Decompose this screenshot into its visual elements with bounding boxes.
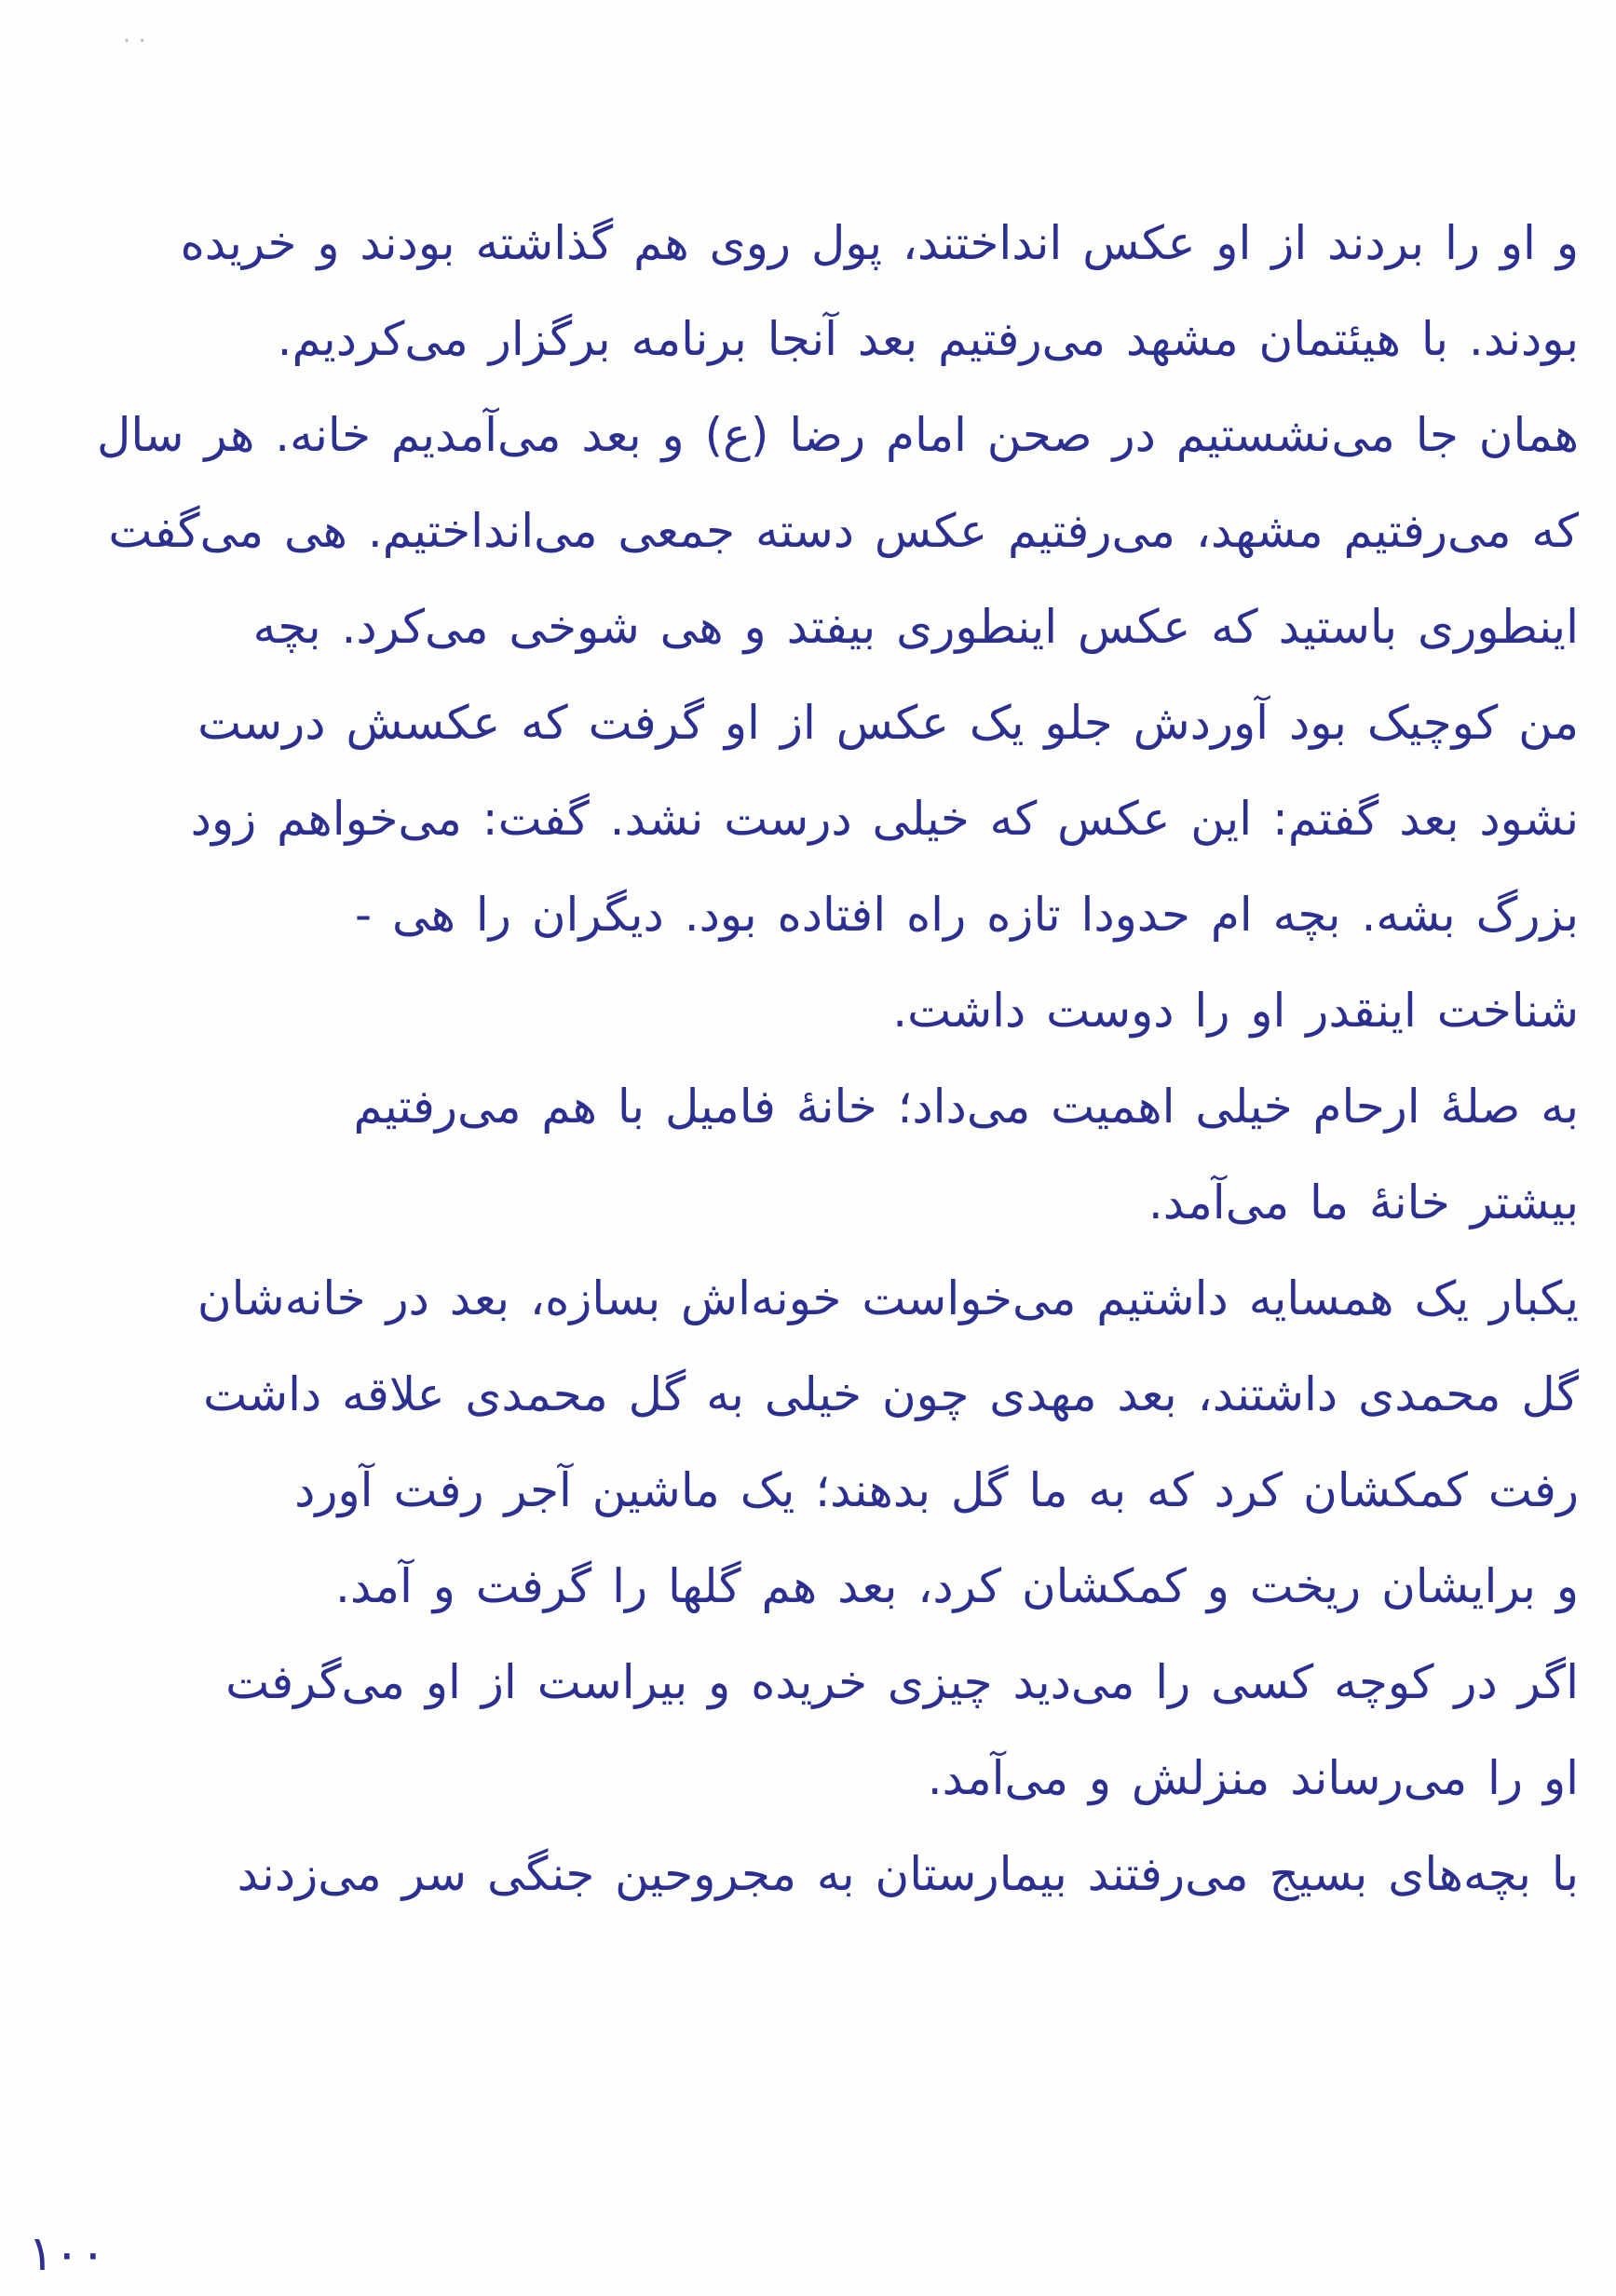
handwritten-text-block xyxy=(37,196,1579,1922)
page-number: ۱۰۰ xyxy=(28,2226,106,2282)
text-line: نشود بعد گفتم: این عکس که خیلی درست نشد. گفت: می‌خواهم زود xyxy=(190,792,1579,846)
text-line: بودند. با هیئتمان مشهد می‌رفتیم بعد آنجا برنامه برگزار می‌کردیم. xyxy=(277,312,1579,366)
text-line: بزرگ بشه. بچه ام حدودا تازه راه افتاده بود. دیگران را هی - xyxy=(355,888,1579,942)
text-line: همان جا می‌نشستیم در صحن امام رضا (ع) و بعد می‌آمدیم خانه. هر سال xyxy=(97,408,1579,462)
text-line: به صلهٔ ارحام خیلی اهمیت می‌داد؛ خانهٔ فامیل با هم می‌رفتیم xyxy=(353,1080,1579,1134)
text-line: او را می‌رساند منزلش و می‌آمد. xyxy=(927,1751,1579,1805)
text-line: و برایشان ریخت و کمکشان کرد، بعد هم گلها را گرفت و آمد. xyxy=(335,1559,1579,1613)
text-line: اینطوری باستید که عکس اینطوری بیفتد و هی شوخی می‌کرد. بچه xyxy=(252,600,1579,654)
text-line: رفت کمکشان کرد که به ما گل بدهند؛ یک ماشین آجر رفت آورد xyxy=(294,1463,1579,1517)
text-line: و او را بردند از او عکس انداختند، پول روی هم گذاشته بودند و خریده xyxy=(180,216,1579,270)
text-line: با بچه‌های بسیج می‌رفتند بیمارستان به مجروحین جنگی سر می‌زدند xyxy=(237,1847,1579,1901)
text-line: بیشتر خانهٔ ما می‌آمد. xyxy=(1147,1175,1579,1230)
text-line: اگر در کوچه کسی را می‌دید چیزی خریده و بیراست از او می‌گرفت xyxy=(225,1655,1579,1709)
top-ink-marks: . . xyxy=(123,20,146,48)
text-line: شناخت اینقدر او را دوست داشت. xyxy=(892,984,1579,1038)
text-line: گل محمدی داشتند، بعد مهدی چون خیلی به گل محمدی علاقه داشت xyxy=(203,1367,1579,1421)
text-line: یکبار یک همسایه داشتیم می‌خواست خونه‌اش بسازه، بعد در خانه‌شان xyxy=(197,1271,1579,1325)
text-line: من کوچیک بود آوردش جلو یک عکس از او گرفت که عکسش درست xyxy=(197,696,1579,750)
text-line: که می‌رفتیم مشهد، می‌رفتیم عکس دسته جمعی می‌انداختیم. هی می‌گفت xyxy=(108,504,1579,558)
